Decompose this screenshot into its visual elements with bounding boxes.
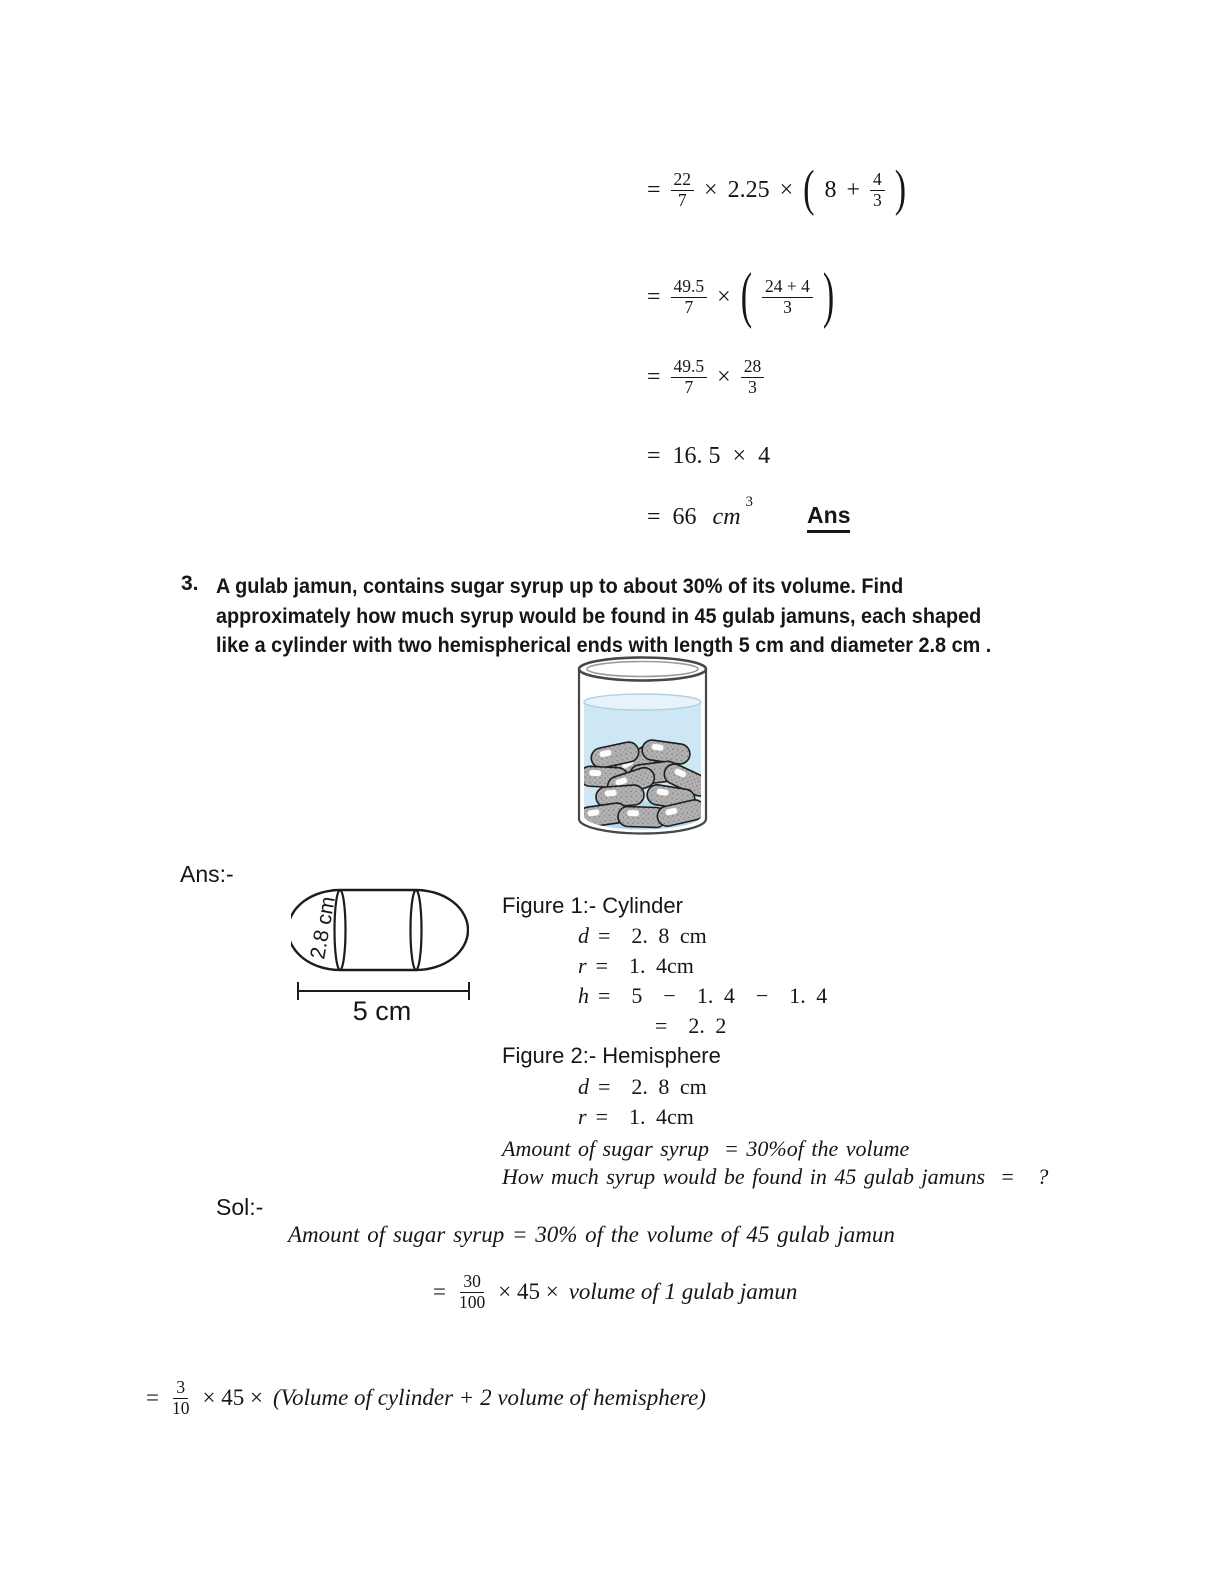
solution-equation-1: [433, 1272, 797, 1312]
fraction-22-7: $\frac{22}{7}$: [671, 170, 695, 210]
fig1-row-r: r = 1. 4cm: [578, 953, 694, 978]
volume-phrase: volume of 1 gulab jamun: [568, 1279, 798, 1305]
answer-label: Ans: [807, 502, 850, 533]
fig1-row-d: d = 2. 8 cm: [578, 923, 707, 948]
times-sign: ×: [717, 363, 731, 390]
value-2-25: 2.25: [727, 176, 770, 203]
given-syrup-percentage: Amount of sugar syrup = 30%of the volume: [502, 1136, 910, 1161]
fig1-row-result: = 2. 2: [655, 1013, 727, 1038]
ans-label: Ans:-: [180, 861, 234, 887]
fig1-row-h: h = 5 − 1. 4 − 1. 4: [578, 983, 828, 1008]
glass-of-gulab-jamuns-illustration: [575, 652, 710, 852]
equals-sign: =: [647, 283, 661, 310]
equals-sign: =: [647, 176, 661, 203]
exponent-3: 3: [745, 494, 754, 510]
equation-line-3: [647, 357, 764, 397]
close-paren: ): [822, 261, 835, 331]
fraction-49-5-7: $\frac{49.5}{7}$: [671, 357, 708, 397]
problem-text: [216, 572, 991, 661]
times-45-times: × 45 ×: [498, 1279, 559, 1305]
liquid-surface: [584, 694, 701, 710]
equals-sign: =: [433, 1279, 446, 1305]
fraction-4-3: $\frac{4}{3}$: [870, 170, 885, 210]
sol-label: Sol:-: [216, 1194, 264, 1220]
fraction-28-3: $\frac{28}{3}$: [741, 357, 765, 397]
equals-sign: =: [647, 363, 661, 390]
close-paren: ): [894, 161, 907, 218]
problem-line: like a cylinder with two hemispherical ends with length 5 cm and diameter 2.8 cm .: [216, 634, 992, 657]
value-8: 8: [824, 176, 837, 203]
length-label: 5 cm: [352, 996, 412, 1026]
equals-sign: =: [146, 1385, 159, 1411]
times-sign: ×: [704, 176, 718, 203]
equation-line-2: [647, 261, 835, 331]
unit-cm: cm: [712, 504, 741, 530]
question-restated: How much syrup would be found in 45 gulab jamuns = ?: [502, 1164, 1049, 1189]
capsule-diagram: [291, 885, 469, 980]
figure2-heading: Figure 2:- Hemisphere: [502, 1043, 721, 1068]
problem-line: A gulab jamun, contains sugar syrup up to about 30% of its volume. Find: [216, 575, 904, 598]
fig2-row-d: d = 2. 8 cm: [578, 1074, 707, 1099]
problem-line: approximately how much syrup would be found in 45 gulab jamuns, each shaped: [216, 604, 982, 628]
equation-line-4: = 16. 5 × 4: [647, 443, 771, 469]
open-paren: (: [803, 161, 815, 218]
gulab-jamun-pile: [578, 739, 710, 828]
figure1-heading: Figure 1:- Cylinder: [502, 893, 683, 918]
fraction-49-5-7: $\frac{49.5}{7}$: [671, 277, 708, 317]
open-paren: (: [740, 261, 753, 331]
fraction-30-100: $\frac{30}{100}$: [458, 1271, 486, 1312]
glass-illustration-svg: [575, 652, 710, 847]
fraction-24-plus-4-3: $\frac{24 + 4}{3}$: [762, 277, 813, 317]
equation-line-1: [647, 161, 907, 218]
fig2-row-r: r = 1. 4cm: [578, 1104, 694, 1129]
volume-sum-phrase: (Volume of cylinder + 2 volume of hemisphere): [272, 1385, 706, 1411]
plus-sign: +: [846, 176, 861, 203]
diameter-label: 2.8 cm: [306, 894, 340, 961]
times-45-times: × 45 ×: [202, 1385, 263, 1411]
times-sign: ×: [779, 176, 794, 203]
fraction-3-10: $\frac{3}{10}$: [171, 1377, 190, 1418]
solution-equation-2: [146, 1378, 706, 1418]
times-sign: ×: [717, 283, 731, 310]
capsule-diagram-svg: [291, 885, 469, 975]
equation-line-5: = 66 cm 3 Ans: [647, 502, 850, 533]
solution-line-1: Amount of sugar syrup = 30% of the volume of 45 gulab jamun: [288, 1222, 895, 1247]
problem-number: 3.: [181, 572, 199, 595]
